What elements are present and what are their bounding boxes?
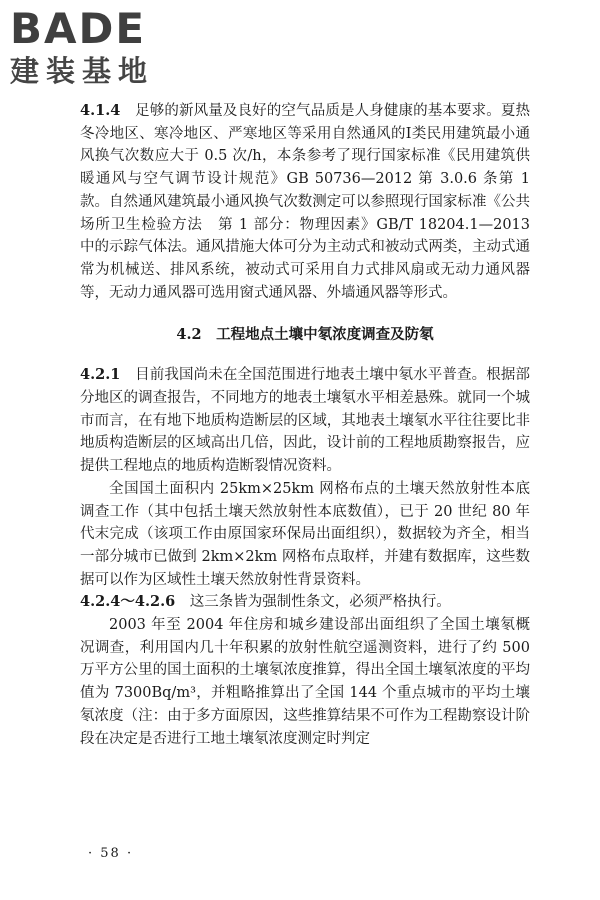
clause-text: 这三条皆为强制性条文，必须严格执行。	[189, 594, 451, 611]
document-body	[80, 100, 530, 750]
page-number: · 58 ·	[88, 846, 134, 861]
clause-4-2-1	[80, 364, 530, 478]
logo-subtitle: 建装基地	[10, 54, 155, 88]
clause-number: 4.2.4～4.2.6	[80, 593, 176, 611]
clause-number: 4.1.4	[80, 102, 121, 119]
paragraph: 2003 年至 2004 年住房和城乡建设部出面组织了全国土壤氡概况调查，利用国内几十年积累的放射性航空遥测资料，进行了约 500 万平方公里的国土面积的土壤氡浓度推算，得出全国土壤氡浓度的平均值为 7300Bq/m³，并粗略推算出了全国 144 个重点城市的平均土壤氡浓度（注：由于多方面原因，这些推算结果不可作为工程勘察设计阶段在决定是否进行工地土壤氡浓度测定时判定	[80, 617, 530, 747]
section-heading: 4.2 工程地点土壤中氡浓度调查及防氡	[176, 326, 434, 344]
paragraph: 全国国土面积内 25km×25km 网格布点的土壤天然放射性本底调查工作（其中包括土壤天然放射性本底数值），已于 20 世纪 80 年代末完成（该项工作由原国家环保局出面组织），数据较为齐全，相当一部分城市已做到 2km×2km 网格布点取样，并建有数据库，这些数据可以作为区域性土壤天然放射性背景资料。	[80, 480, 530, 588]
clause-number: 4.2.1	[80, 366, 121, 384]
logo	[10, 6, 190, 96]
clause-4-2-4-to-4-2-6	[80, 591, 530, 614]
clause-text: 足够的新风量及良好的空气品质是人身健康的基本要求。夏热冬冷地区、寒冷地区、严寒地区等采用自然通风的Ⅰ类民用建筑最小通风换气次数应大于 0.5 次/h，本条参考了现行国家标准《民用建筑供暖通风与空气调节设计规范》GB 50736—2012 第 3.0.6 条第 1 款。自然通风建筑最小通风换气次数测定可以参照现行国家标准《公共场所卫生检验方法 第 1 部分：物理因素》GB/T 18204.1—2013 中的示踪气体法。通风措施大体可分为主动式和被动式两类，主动式通常为机械送、排风系统，被动式可采用自力式排风扇或无动力通风器等，无动力通风器可选用窗式通风器、外墙通风器等形式。	[80, 103, 531, 301]
logo-brand: BADE	[10, 4, 147, 53]
clause-text: 目前我国尚未在全国范围进行地表土壤中氡水平普查。根据部分地区的调查报告，不同地方的地表土壤氡水平相差悬殊。就同一个城市而言，在有地下地质构造断层的区域，其地表土壤氡水平往往要比非地质构造断层的区域高出几倍，因此，设计前的工程地质勘察报告，应提供工程地点的地质构造断裂情况资料。	[80, 367, 531, 475]
clause-4-1-4	[80, 100, 530, 304]
